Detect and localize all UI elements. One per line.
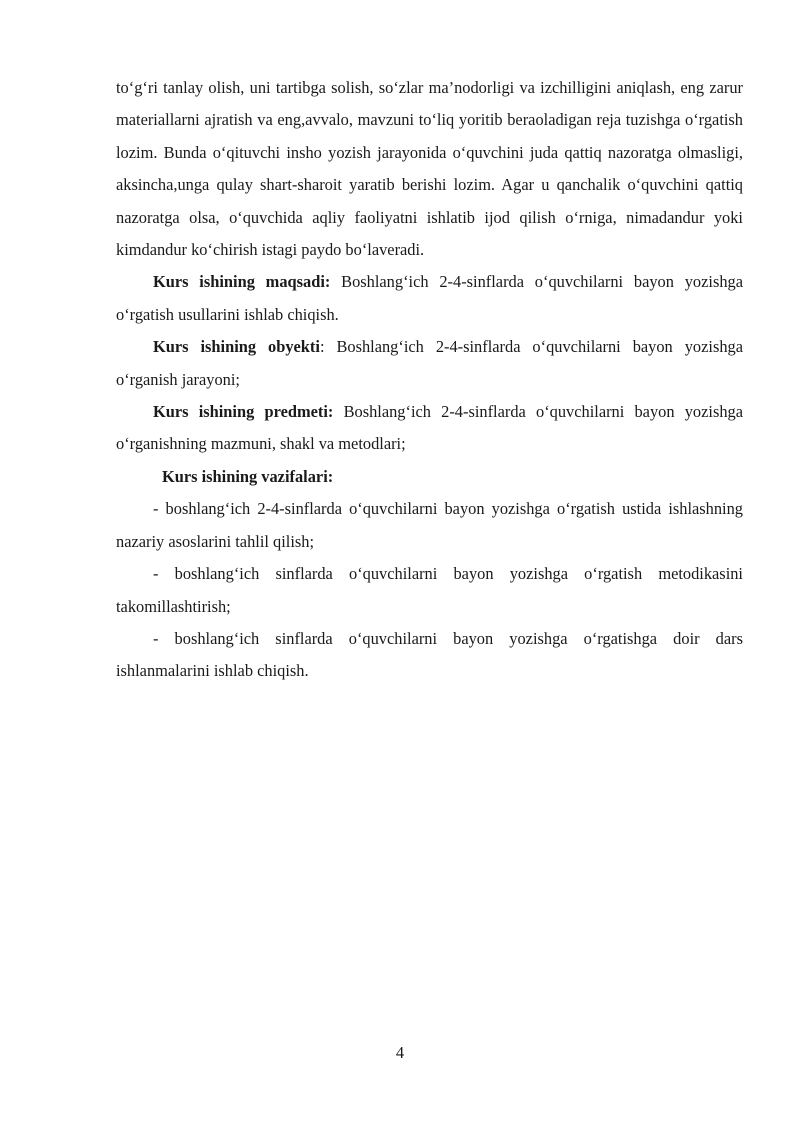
subject-label: Kurs ishining predmeti:: [153, 402, 334, 422]
goal-label: Kurs ishining maqsadi:: [153, 272, 331, 292]
task-item: - boshlang‘ich sinflarda o‘quvchilarni bayon yozishga o‘rgatishga doir dars ishlanmalarini ishlab chiqish.: [116, 628, 743, 681]
object-label: Kurs ishining obyekti: [153, 337, 320, 357]
body-text: [116, 72, 743, 688]
task-item: - boshlang‘ich sinflarda o‘quvchilarni bayon yozishga o‘rgatish metodikasini takomillashtirish;: [116, 564, 743, 616]
object-text: : Boshlang‘ich 2-4-sinflarda o‘quvchilarni bayon yozishga o‘rganish jarayoni;: [116, 337, 743, 389]
goal-text: Boshlang‘ich 2-4-sinflarda o‘quvchilarni bayon yozishga o‘rgatish usullarini ishlab chiqish.: [116, 272, 743, 324]
goal-paragraph: [116, 266, 743, 331]
page-number: 4: [395, 1043, 405, 1062]
task-item: - boshlang‘ich 2-4-sinflarda o‘quvchilarni bayon yozishga o‘rgatish ustida ishlashning nazariy asoslarini tahlil qilish;: [116, 499, 743, 551]
object-paragraph: [116, 331, 743, 396]
subject-paragraph: [116, 396, 743, 461]
subject-text: Boshlang‘ich 2-4-sinflarda o‘quvchilarni bayon yozishga o‘rganishning mazmuni, shakl va metodlari;: [116, 402, 743, 454]
intro-paragraph: to‘g‘ri tanlay olish, uni tartibga solish, so‘zlar ma’nodorligi va izchilligini aniqlash, eng zarur materiallarni ajratish va eng,avvalo, mavzuni to‘liq yoritib beraoladigan reja tuzishga o‘rgatish lozim. Bunda o‘qituvchi insho yozish jarayonida o‘quvchini juda qattiq nazoratga olmasligi, aksincha,unga qulay shart-sharoit yaratib berishi lozim. Agar u qanchalik o‘quvchini qattiq nazoratga olsa, o‘quvchida aqliy faoliyatni ishlatib ijod qilish o‘rniga, nimadandur yoki kimdandur ko‘chirish istagi paydo bo‘laveradi.: [116, 78, 743, 260]
tasks-heading: Kurs ishining vazifalari:: [162, 466, 334, 486]
